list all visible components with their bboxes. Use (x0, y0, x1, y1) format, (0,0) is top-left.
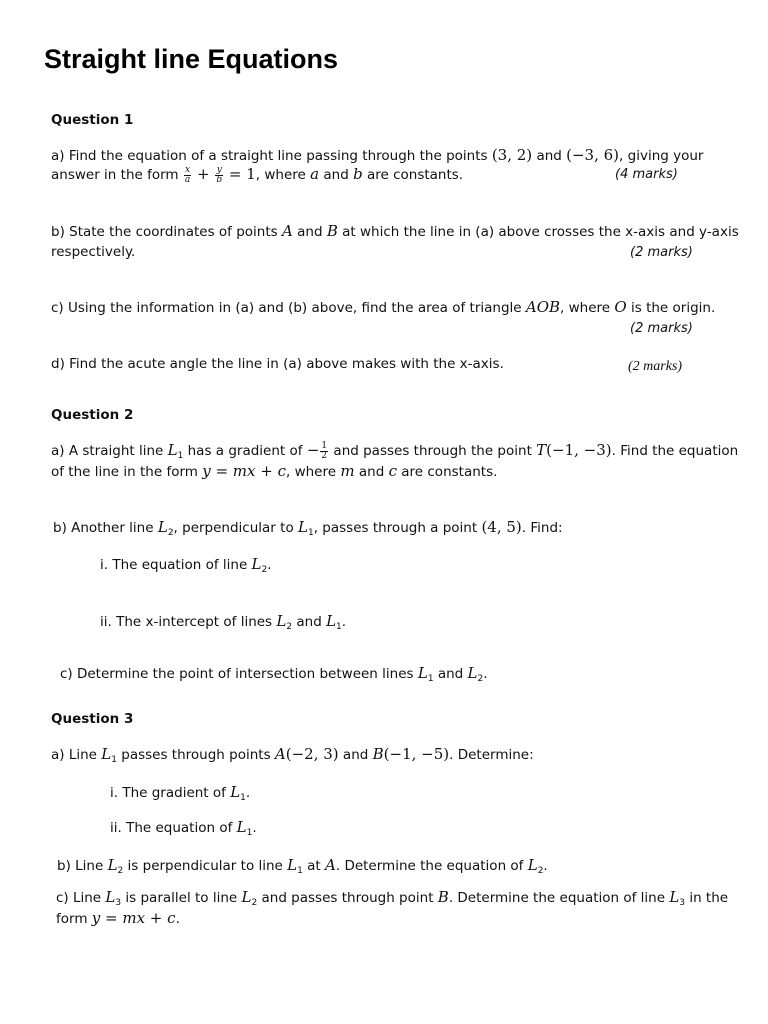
q2b-ii-line: ii. The x-intercept of lines $L_2$ and $L_1$. (100, 612, 347, 632)
q1c-line: c) Using the information in (a) and (b) above, find the area of triangle AOB, where O is the origin. (51, 298, 716, 316)
q2a-line-2: of the line in the form y = mx + c, where m and c are constants. (51, 462, 498, 480)
question-3-heading: Question 3 (51, 711, 134, 727)
q2a-line-1: a) A straight line $L_1$ has a gradient of − $\frac{1}{2}$ and passes through the point T(−1, −3). Find the equation (51, 440, 739, 461)
q3a-ii-line: ii. The equation of $L_1$. (110, 818, 257, 838)
q3a-line: a) Line $L_1$ passes through points A(−2, 3) and B(−1, −5). Determine: (51, 745, 534, 765)
fraction-one-half: $\frac{1}{2}$ (321, 440, 328, 461)
fraction-x-over-a: $\frac{x}{a}$ (184, 164, 191, 185)
page-title: Straight line Equations (44, 44, 339, 74)
q1a-line-1: a) Find the equation of a straight line passing through the points (3, 2) and (−3, 6), giving your (51, 146, 704, 164)
q3b-line: b) Line $L_2$ is perpendicular to line $L_1$ at A. Determine the equation of $L_2$. (57, 856, 548, 876)
q2c-line: c) Determine the point of intersection between lines $L_1$ and $L_2$. (60, 664, 488, 684)
q1d-marks: (2 marks) (628, 359, 683, 374)
q1a-marks: (4 marks) (615, 167, 678, 182)
q3a-i-line: i. The gradient of $L_1$. (110, 783, 251, 803)
q2b-line: b) Another line $L_2$, perpendicular to $L_1$, passes through a point (4, 5). Find: (53, 518, 563, 538)
q1c-marks: (2 marks) (630, 321, 693, 336)
q2b-i-line: i. The equation of line $L_2$. (100, 555, 272, 575)
question-2-heading: Question 2 (51, 407, 134, 423)
fraction-y-over-b: $\frac{y}{b}$ (216, 164, 223, 185)
question-1-heading: Question 1 (51, 112, 134, 128)
q3c-line-2: form y = mx + c. (56, 909, 180, 927)
q1a-line-2: answer in the form $\frac{x}{a}$ + $\frac{y}{b}$ = 1, where a and b are constants. (51, 164, 464, 185)
q1b-line-2: respectively. (51, 244, 136, 260)
q1d-line: d) Find the acute angle the line in (a) above makes with the x-axis. (51, 356, 504, 372)
q1b-marks: (2 marks) (630, 245, 693, 260)
q3c-line-1: c) Line $L_3$ is parallel to line $L_2$ and passes through point B. Determine the equation of line $L_3$ in the (56, 888, 729, 908)
q1b-line-1: b) State the coordinates of points A and B at which the line in (a) above crosses the x-axis and y-axis (51, 222, 739, 240)
